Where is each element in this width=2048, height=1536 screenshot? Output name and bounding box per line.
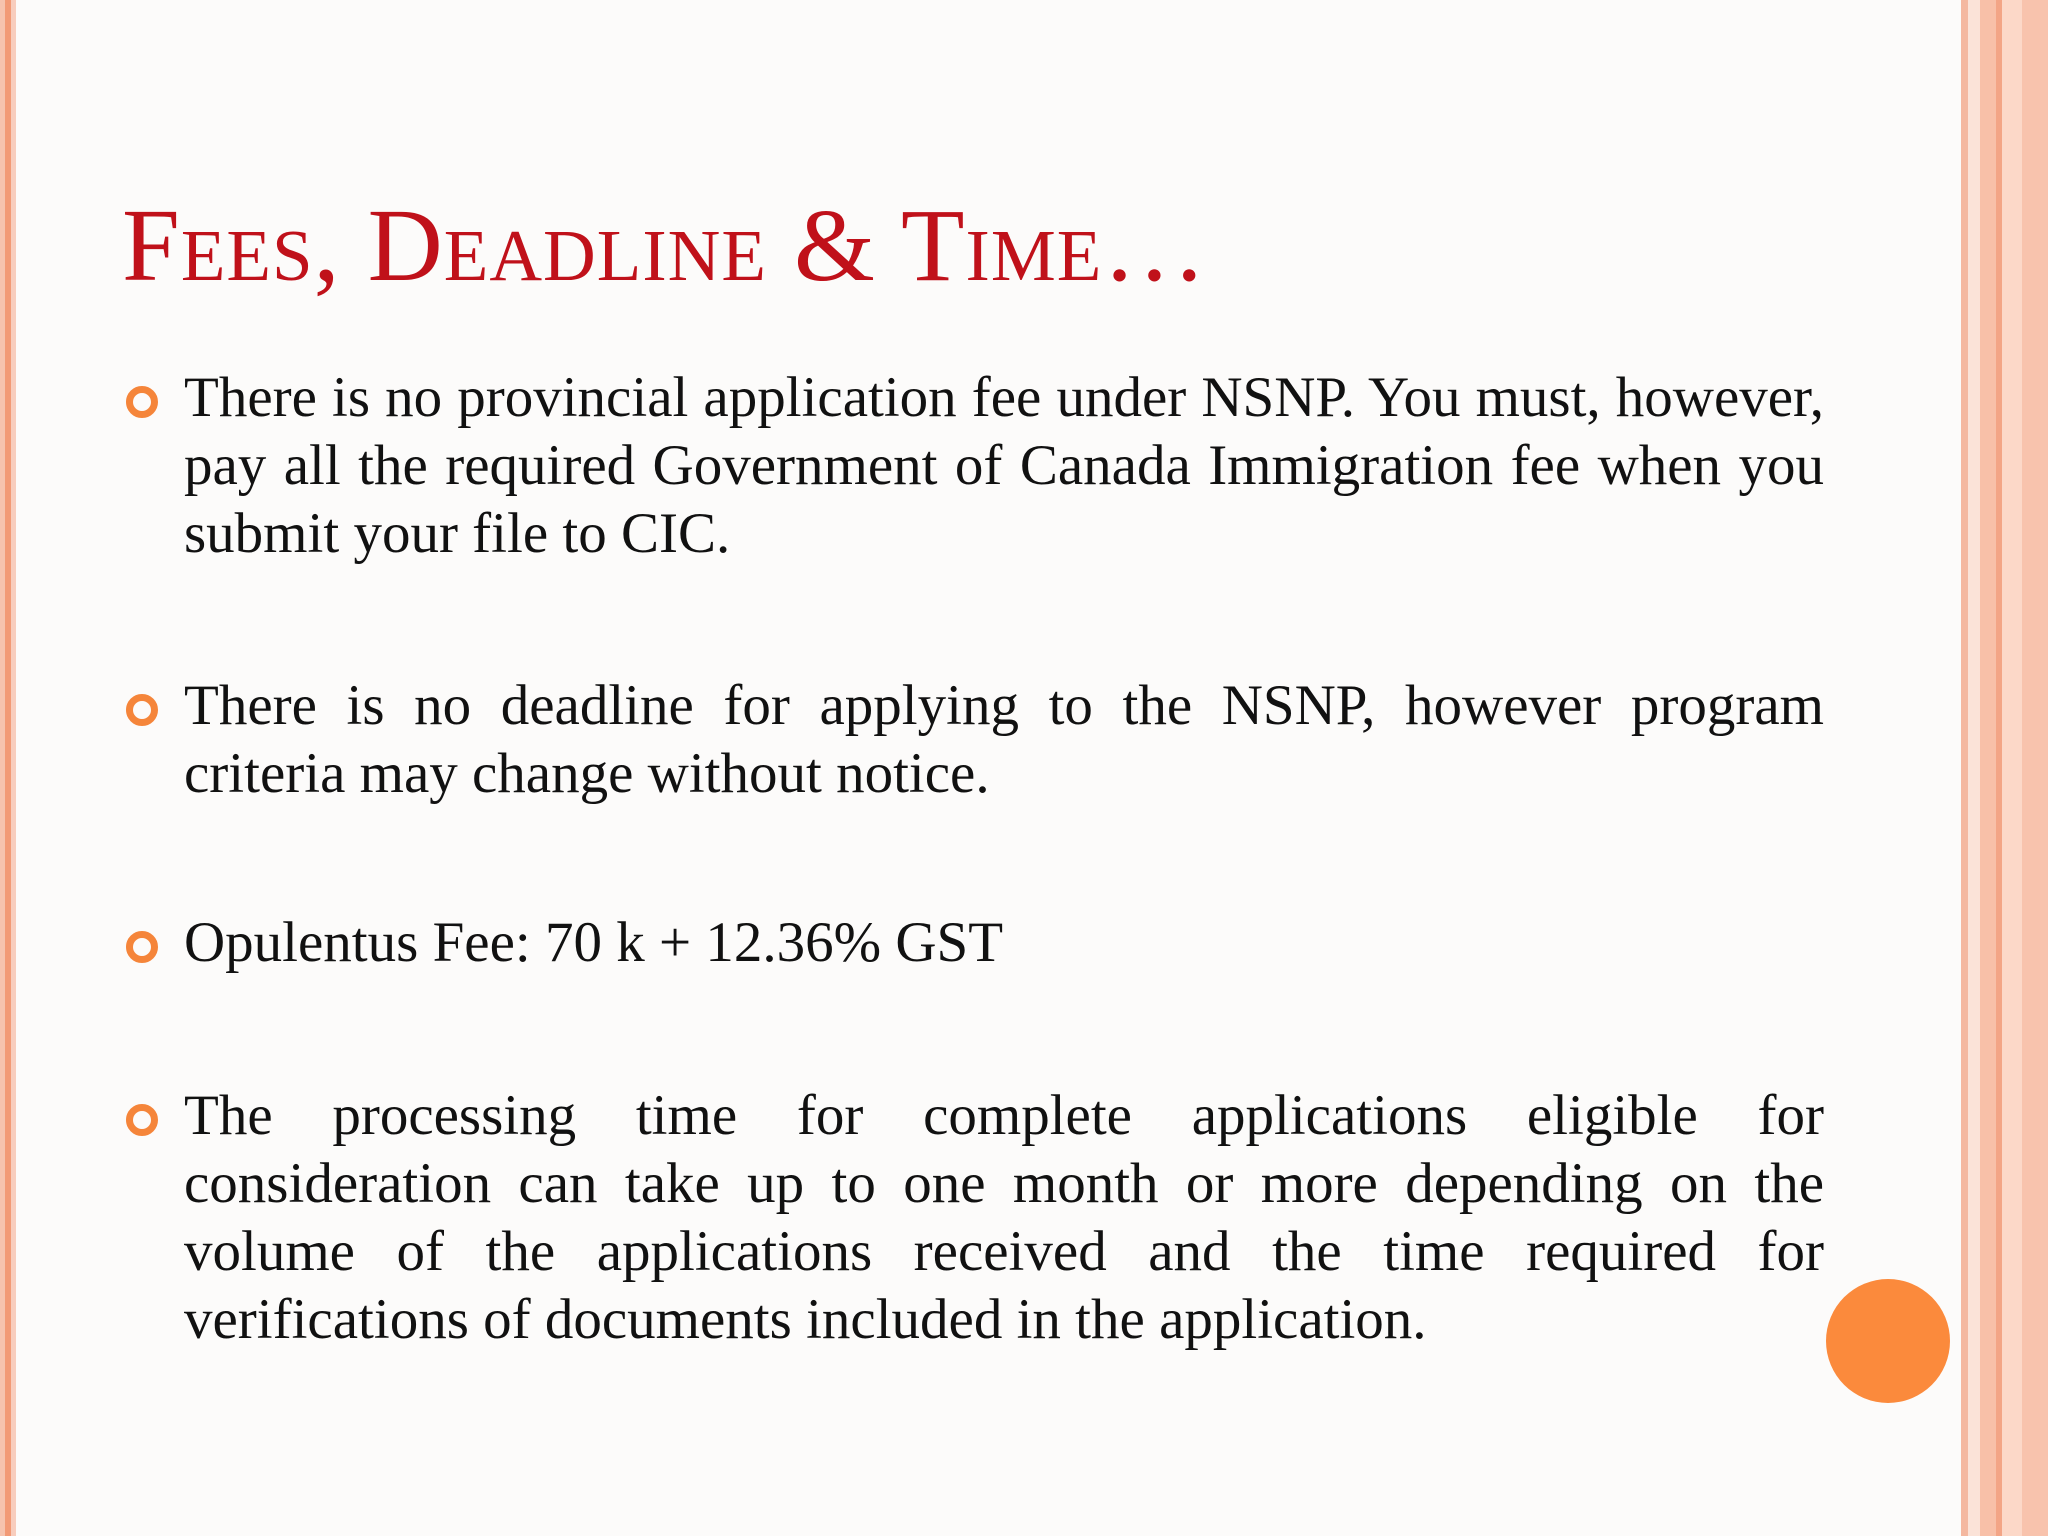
bullet-circle-icon [126,931,158,963]
bullet-text: There is no deadline for applying to the NSNP, however program criteria may change without notice. [184,674,1824,805]
slide-title: Fees, Deadline & Time… [122,188,1208,303]
right-border-stripe [1980,0,1996,1536]
right-border-stripe [2022,0,2048,1536]
right-border-stripe [2002,0,2022,1536]
bullet-circle-icon [126,386,158,418]
bullet-text: Opulentus Fee: 70 k + 12.36% GST [184,911,1004,974]
right-border-stripe [1961,0,1968,1536]
bullet-text: There is no provincial application fee under NSNP. You must, however, pay all the required Government of Canada Immigration fee when you submit your file to CIC. [184,366,1824,565]
right-border-stripe [1968,0,1980,1536]
accent-circle [1826,1279,1950,1403]
bullet-circle-icon [126,694,158,726]
bullet-text: The processing time for complete applications eligible for consideration can take up to one month or more depending on the volume of the applications received and the time required for verifications of documents included in the application. [184,1084,1824,1351]
bullet-circle-icon [126,1104,158,1136]
